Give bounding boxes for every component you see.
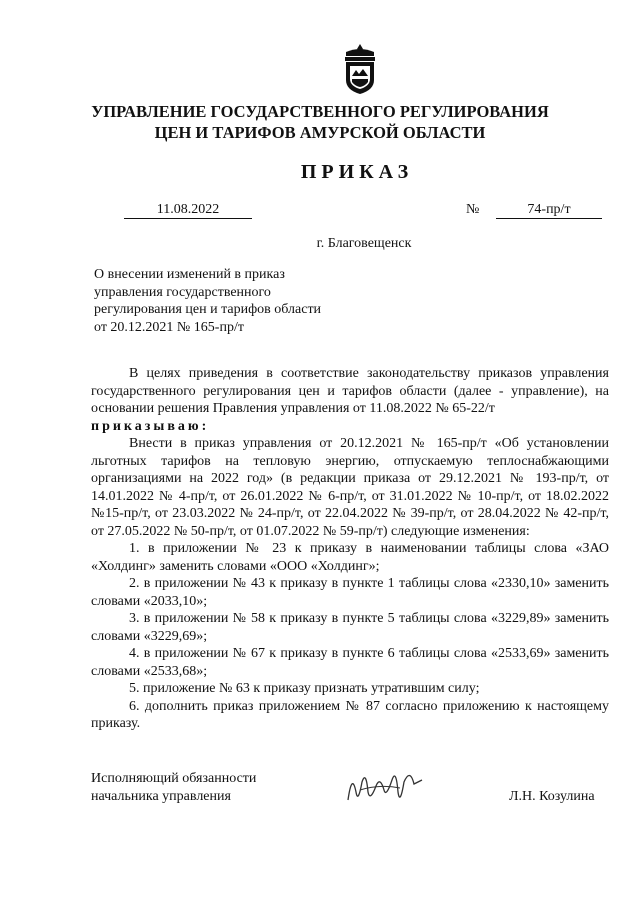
signatory-name: Л.Н. Козулина	[509, 789, 595, 804]
order-date: 11.08.2022	[124, 202, 252, 219]
main-paragraph: Внести в приказ управления от 20.12.2021 № 165-пр/т «Об установлении льготных тарифов на тепловую энергию, отпускаемую теплоснабжающими организациями на 2022 год» (в редакции приказа от 29.12.2021 № 193-пр/т, от 14.01.2022 № 4-пр/т, от 26.01.2022 № 6-пр/т, от 31.01.2022 № 10-пр/т, от 18.02.2022 №15-пр/т, от 23.03.2022 № 24-пр/т, от 22.04.2022 № 39-пр/т, от 28.04.2022 № 42-пр/т, от 27.05.2022 № 50-пр/т, от 01.07.2022 № 59-пр/т) следующие изменения:	[91, 436, 609, 539]
change-item: 6. дополнить приказ приложением № 87 согласно приложению к настоящему приказу.	[91, 698, 609, 731]
org-name-line1: УПРАВЛЕНИЕ ГОСУДАРСТВЕННОГО РЕГУЛИРОВАНИЯ	[91, 102, 549, 121]
number-sign: №	[466, 202, 480, 217]
handwritten-signature	[340, 762, 430, 812]
order-subject	[94, 266, 344, 336]
city: г. Благовещенск	[316, 236, 412, 251]
order-number: 74-пр/т	[496, 202, 602, 219]
position-line2: начальника управления	[91, 789, 231, 804]
org-name-line2: ЦЕН И ТАРИФОВ АМУРСКОЙ ОБЛАСТИ	[154, 123, 486, 142]
document-title: ПРИКАЗ	[300, 161, 414, 183]
change-item: 1. в приложении № 23 к приказу в наименовании таблицы слова «ЗАО «Холдинг» заменить словами «ООО «Холдинг»;	[91, 541, 609, 574]
change-item: 4. в приложении № 67 к приказу в пункте 6 таблицы слова «2533,69» заменить словами «2533,68»;	[91, 646, 609, 679]
order-body	[91, 365, 609, 733]
signatory-position	[91, 770, 256, 806]
coat-of-arms-emblem	[340, 42, 380, 96]
intro-paragraph: В целях приведения в соответствие законодательству приказов управления государственного регулирования цен и тарифов области (далее - управление), на основании решения Правления управления от 11.08.2022 № 65-22/т	[91, 366, 609, 416]
change-item: 5. приложение № 63 к приказу признать утратившим силу;	[129, 681, 480, 696]
change-item: 2. в приложении № 43 к приказу в пункте 1 таблицы слова «2330,10» заменить словами «2033,10»;	[91, 576, 609, 609]
decree-word: приказываю:	[91, 418, 210, 434]
subject-line: регулирования цен и тарифов области	[94, 302, 322, 317]
subject-line: О внесении изменений в приказ	[94, 267, 285, 282]
position-line1: Исполняющий обязанности	[91, 771, 257, 786]
subject-line: от 20.12.2021 № 165-пр/т	[94, 319, 244, 335]
change-item: 3. в приложении № 58 к приказу в пункте 5 таблицы слова «3229,89» заменить словами «3229,69»;	[91, 611, 609, 644]
subject-line: управления государственного	[94, 284, 271, 300]
